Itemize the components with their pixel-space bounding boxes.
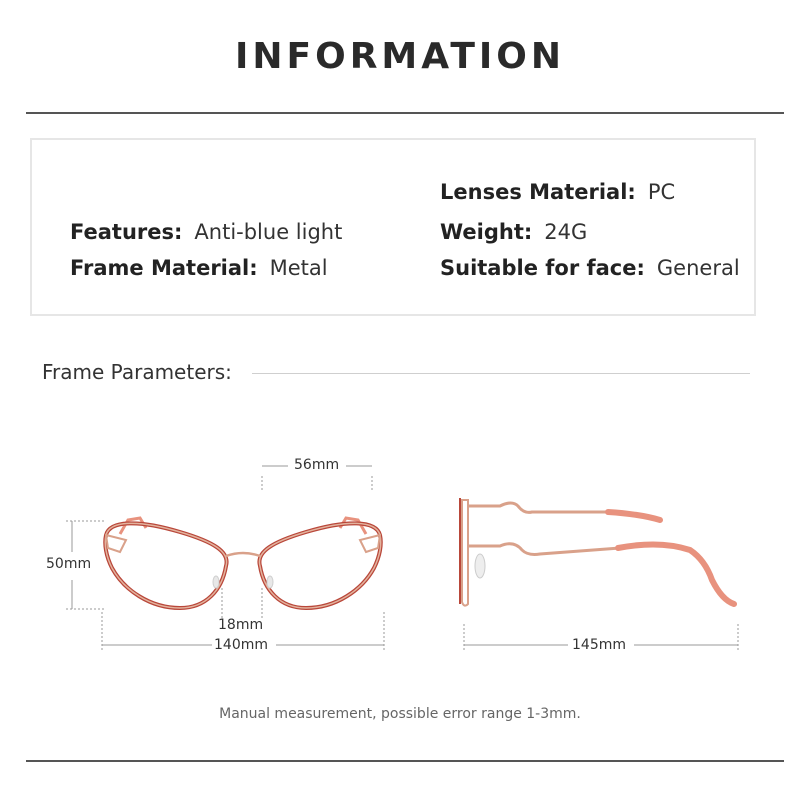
lens-height-label: 50mm (46, 556, 92, 572)
spec-value: 24G (544, 220, 588, 244)
spec-value: Anti-blue light (194, 220, 343, 244)
glasses-front-view (105, 518, 381, 608)
glasses-side-view (460, 498, 734, 606)
spec-label: Features: (70, 220, 183, 244)
temple-tip-upper (608, 512, 660, 520)
right-temple-stub (340, 518, 366, 534)
left-hinge (106, 535, 126, 552)
right-hinge (360, 535, 380, 552)
spec-value: Metal (269, 256, 328, 280)
left-lens (105, 523, 226, 608)
right-lens (259, 523, 380, 608)
right-lens-inner (259, 523, 380, 608)
temple-arm-upper (468, 503, 610, 512)
left-lens-inner (105, 523, 226, 608)
lens-width-label: 56mm (294, 457, 340, 473)
spec-value: PC (647, 180, 676, 204)
spec-label: Frame Material: (70, 256, 258, 280)
dimension-lines (66, 466, 738, 650)
bottom-divider (26, 760, 784, 762)
side-nose-pad (475, 554, 485, 578)
frame-parameters-label: Frame Parameters: (42, 360, 232, 384)
frame-width-label: 140mm (214, 637, 268, 653)
measurement-note: Manual measurement, possible error range 1-3mm. (219, 706, 581, 722)
side-rim (462, 500, 468, 606)
bridge (226, 553, 260, 556)
left-nose-pad (213, 576, 219, 588)
temple-arm-lower (468, 544, 620, 555)
temple-tip-lower (618, 544, 734, 604)
temple-length-label: 145mm (572, 637, 626, 653)
right-nose-pad (267, 576, 273, 588)
spec-label: Lenses Material: (440, 180, 636, 204)
spec-label: Suitable for face: (440, 256, 645, 280)
page-title: INFORMATION (234, 36, 565, 77)
spec-value: General (656, 256, 740, 280)
left-temple-stub (120, 518, 146, 534)
spec-label: Weight: (440, 220, 533, 244)
bridge-width-label: 18mm (218, 617, 264, 633)
